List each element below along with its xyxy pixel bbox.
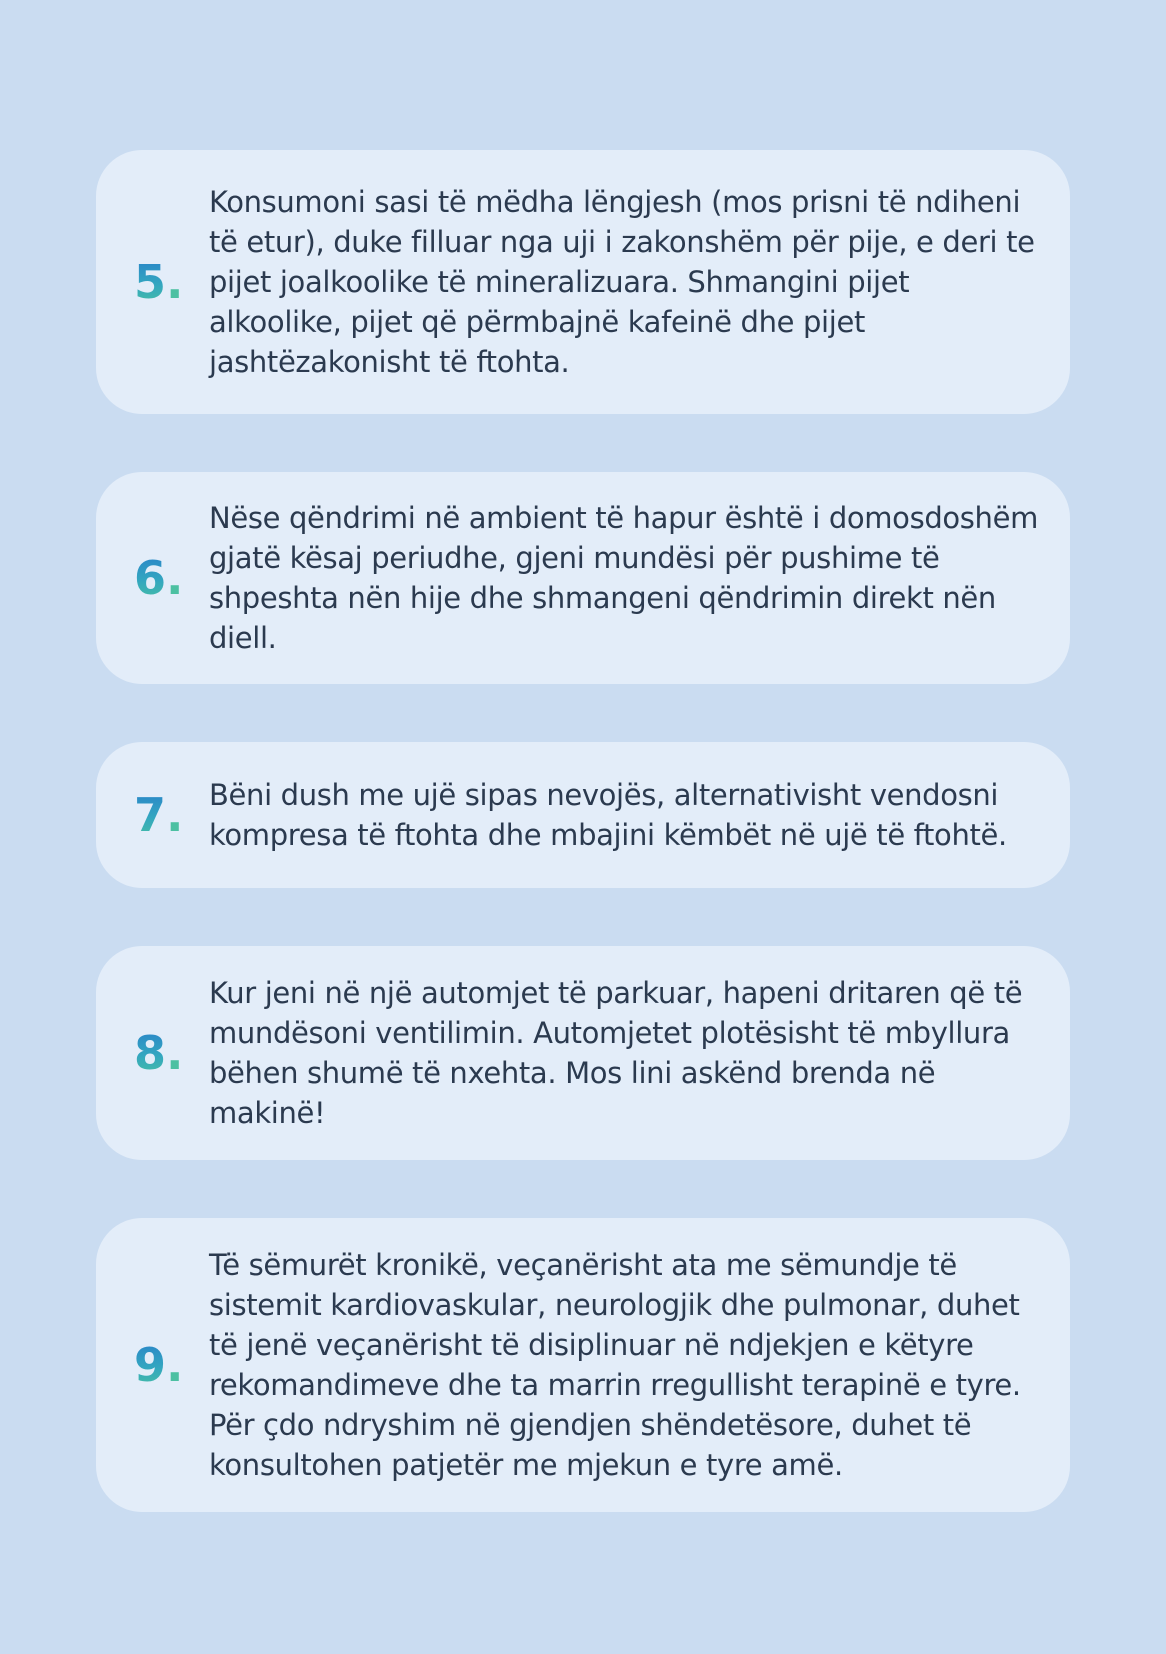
tip-number-digit: 6 (134, 551, 167, 605)
tip-card-5 (96, 150, 1070, 414)
tip-number-5 (134, 255, 184, 309)
tip-card-7 (96, 742, 1070, 888)
tip-number-7 (134, 788, 184, 842)
tip-text-8: Kur jeni në një automjet të parkuar, hapeni dritaren që të mundësoni ventilimin. Automjetet plotësisht të mbyllura bëhen shumë të nxehta. Mos lini askënd brenda në makinë! (209, 976, 1023, 1130)
tip-text-5: Konsumoni sasi të mëdha lëngjesh (mos prisni të ndiheni të etur), duke filluar nga uji i zakonshëm për pije, e deri te pijet joalkoolike të mineralizuara. Shmangini pijet alkoolike, pijet që përmbajnë kafeinë dhe pijet jashtëzakonisht të ftohta. (209, 185, 1035, 379)
tip-number-9 (134, 1338, 184, 1392)
tip-text-9: Të sëmurët kronikë, veçanërisht ata me sëmundje të sistemit kardiovaskular, neurologjik dhe pulmonar, duhet të jenë veçanërisht të disiplinuar në ndjekjen e këtyre rekomandimeve dhe ta marrin rregullisht terapinë e tyre. Për çdo ndryshim në gjendjen shëndetësore, duhet të konsultohen patjetër me mjekun e tyre amë. (209, 1248, 1021, 1482)
tip-text-6: Nëse qëndrimi në ambient të hapur është i domosdoshëm gjatë kësaj periudhe, gjeni mundësi për pushime të shpeshta nën hije dhe shmangeni qëndrimin direkt nën diell. (209, 501, 1038, 655)
tip-number-8 (134, 1026, 184, 1080)
tip-number-dot: . (166, 551, 184, 605)
tip-number-dot: . (166, 1026, 184, 1080)
tip-number-6 (134, 551, 184, 605)
tip-number-dot: . (166, 255, 184, 309)
tip-text-7: Bëni dush me ujë sipas nevojës, alternativisht vendosni kompresa të ftohta dhe mbajini këmbët në ujë të ftohtë. (209, 778, 1007, 852)
tip-number-digit: 5 (134, 255, 167, 309)
tip-card-9 (96, 1218, 1070, 1512)
tip-number-digit: 9 (134, 1338, 167, 1392)
tip-number-digit: 8 (134, 1026, 167, 1080)
tip-number-dot: . (166, 1338, 184, 1392)
tip-number-digit: 7 (134, 788, 167, 842)
tip-card-6 (96, 472, 1070, 684)
tip-number-dot: . (166, 788, 184, 842)
tip-card-8 (96, 946, 1070, 1160)
